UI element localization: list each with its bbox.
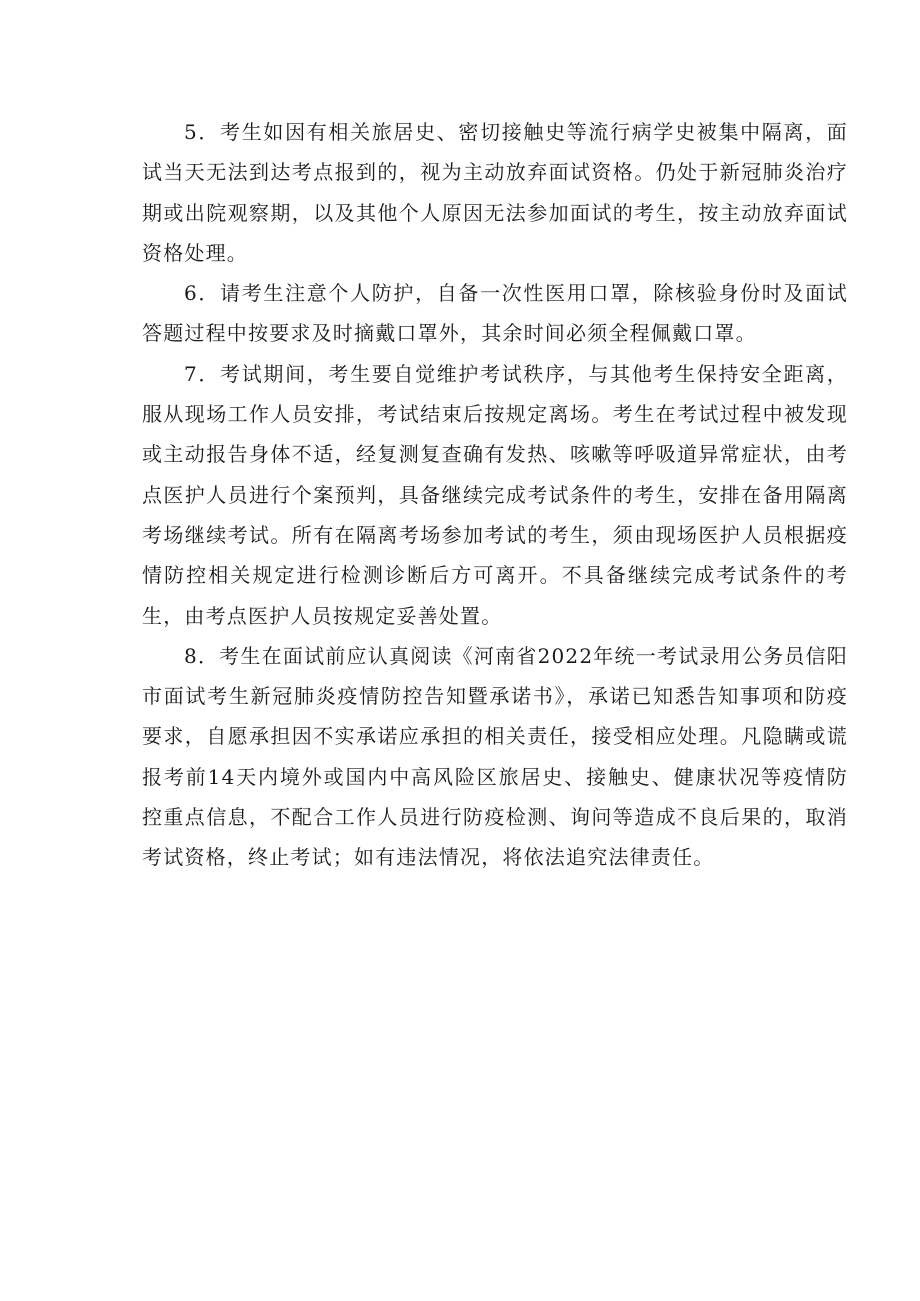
document-body xyxy=(142,112,848,878)
paragraph-item-5: 5．考生如因有相关旅居史、密切接触史等流行病学史被集中隔离，面试当天无法到达考点报到的，视为主动放弃面试资格。仍处于新冠肺炎治疗期或出院观察期，以及其他个人原因无法参加面试的考生，按主动放弃面试资格处理。 xyxy=(142,120,848,265)
paragraph-item-6: 6．请考生注意个人防护，自备一次性医用口罩，除核验身份时及面试答题过程中按要求及时摘戴口罩外，其余时间必须全程佩戴口罩。 xyxy=(142,281,848,346)
paragraph-item-8: 8．考生在面试前应认真阅读《河南省2022年统一考试录用公务员信阳市面试考生新冠肺炎疫情防控告知暨承诺书》，承诺已知悉告知事项和防疫要求，自愿承担因不实承诺应承担的相关责任，接受相应处理。凡隐瞒或谎报考前14天内境外或国内中高风险区旅居史、接触史、健康状况等疫情防控重点信息，不配合工作人员进行防疫检测、询问等造成不良后果的，取消考试资格，终止考试；如有违法情况，将依法追究法律责任。 xyxy=(142,643,848,870)
paragraph-item-7: 7．考试期间，考生要自觉维护考试秩序，与其他考生保持安全距离，服从现场工作人员安排，考试结束后按规定离场。考生在考试过程中被发现或主动报告身体不适，经复测复查确有发热、咳嗽等呼吸道异常症状，由考点医护人员进行个案预判，具备继续完成考试条件的考生，安排在备用隔离考场继续考试。所有在隔离考场参加考试的考生，须由现场医护人员根据疫情防控相关规定进行检测诊断后方可离开。不具备继续完成考试条件的考生，由考点医护人员按规定妥善处置。 xyxy=(142,361,848,628)
